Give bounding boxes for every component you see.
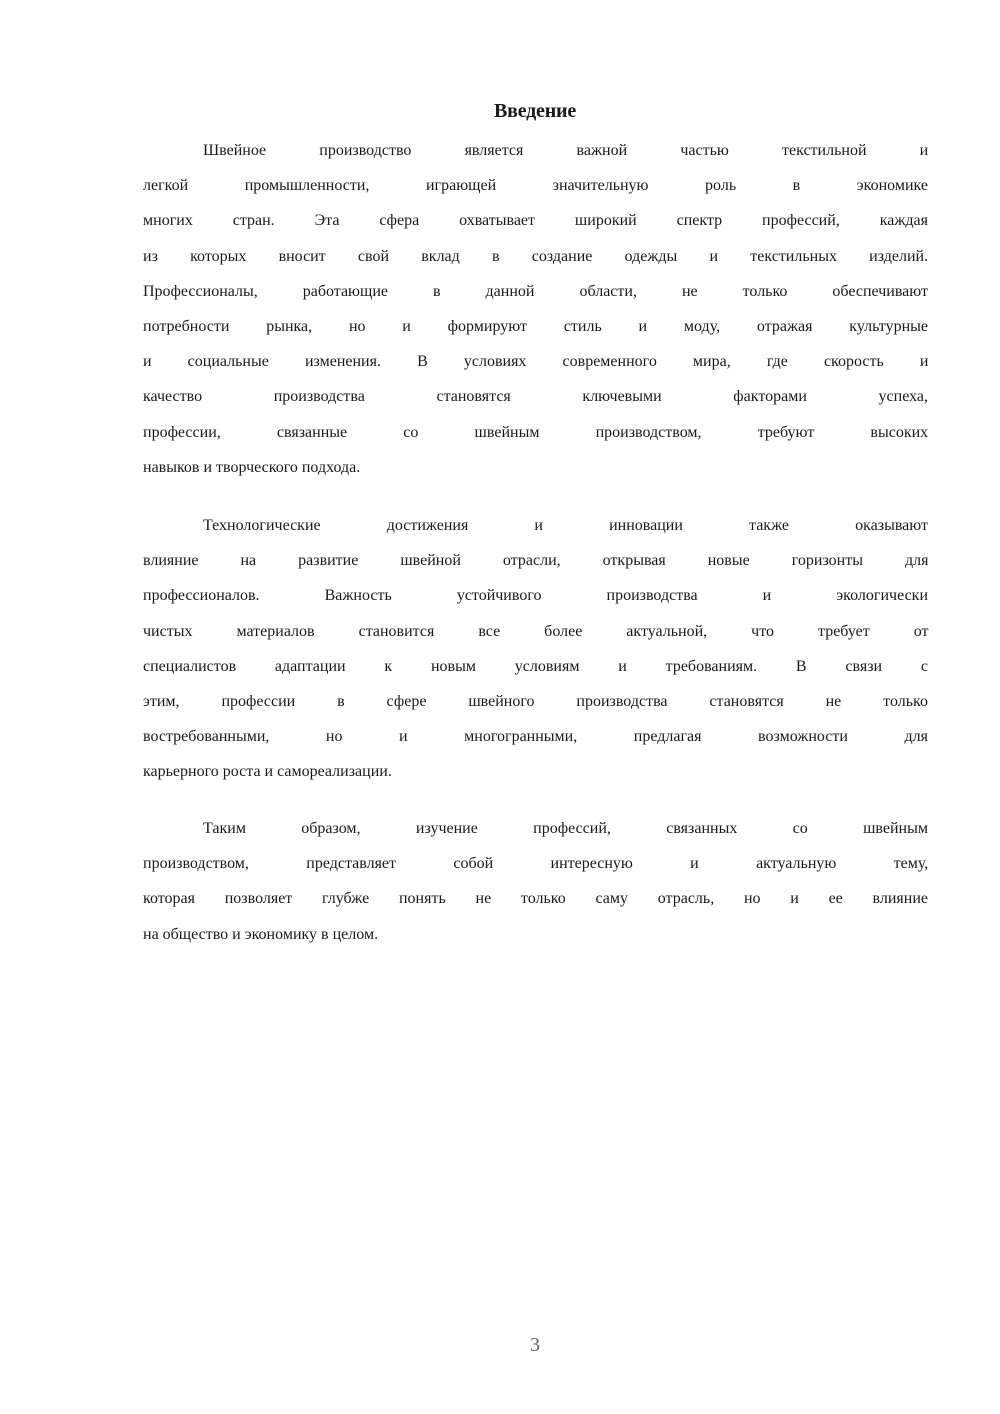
paragraph-3	[143, 820, 928, 961]
text-line: влияние на развитие швейной отрасли, открывая новые горизонты для	[143, 552, 929, 570]
text-line: которая позволяет глубже понять не только саму отрасль, но и ее влияние	[143, 890, 928, 908]
text-line: на общество и экономику в целом.	[143, 925, 379, 943]
text-line: из которых вносит свой вклад в создание одежды и текстильных изделий.	[143, 247, 929, 265]
paragraph-2	[143, 517, 928, 799]
text-line: Таким образом, изучение профессий, связанных со швейным	[203, 820, 928, 837]
section-title: Введение	[493, 100, 577, 122]
text-line: чистых материалов становится все более актуальной, что требует от	[143, 622, 929, 640]
text-line: и социальные изменения. В условиях современного мира, где скорость и	[143, 353, 929, 371]
text-line: качество производства становятся ключевыми факторами успеха,	[143, 388, 928, 406]
paragraph-1	[143, 142, 928, 494]
text-line: карьерного роста и самореализации.	[143, 763, 392, 781]
text-line: навыков и творческого подхода.	[143, 458, 361, 476]
text-line: профессии, связанные со швейным производством, требуют высоких	[143, 423, 929, 441]
text-line: производством, представляет собой интересную и актуальную тему,	[143, 855, 929, 873]
page-number: 3	[530, 1334, 540, 1356]
text-line: потребности рынка, но и формируют стиль и моду, отражая культурные	[143, 317, 928, 335]
text-line: многих стран. Эта сфера охватывает широкий спектр профессий, каждая	[143, 212, 928, 230]
text-line: профессионалов. Важность устойчивого производства и экологически	[143, 587, 928, 605]
text-line: Технологические достижения и инновации также оказывают	[203, 517, 928, 534]
text-line: легкой промышленности, играющей значительную роль в экономике	[143, 177, 928, 195]
text-line: Профессионалы, работающие в данной области, не только обеспечивают	[143, 282, 929, 300]
text-line: востребованными, но и многогранными, предлагая возможности для	[143, 728, 928, 746]
text-line: этим, профессии в сфере швейного производства становятся не только	[143, 692, 928, 710]
text-line: специалистов адаптации к новым условиям и требованиям. В связи с	[143, 657, 928, 675]
text-line: Швейное производство является важной частью текстильной и	[203, 142, 929, 159]
